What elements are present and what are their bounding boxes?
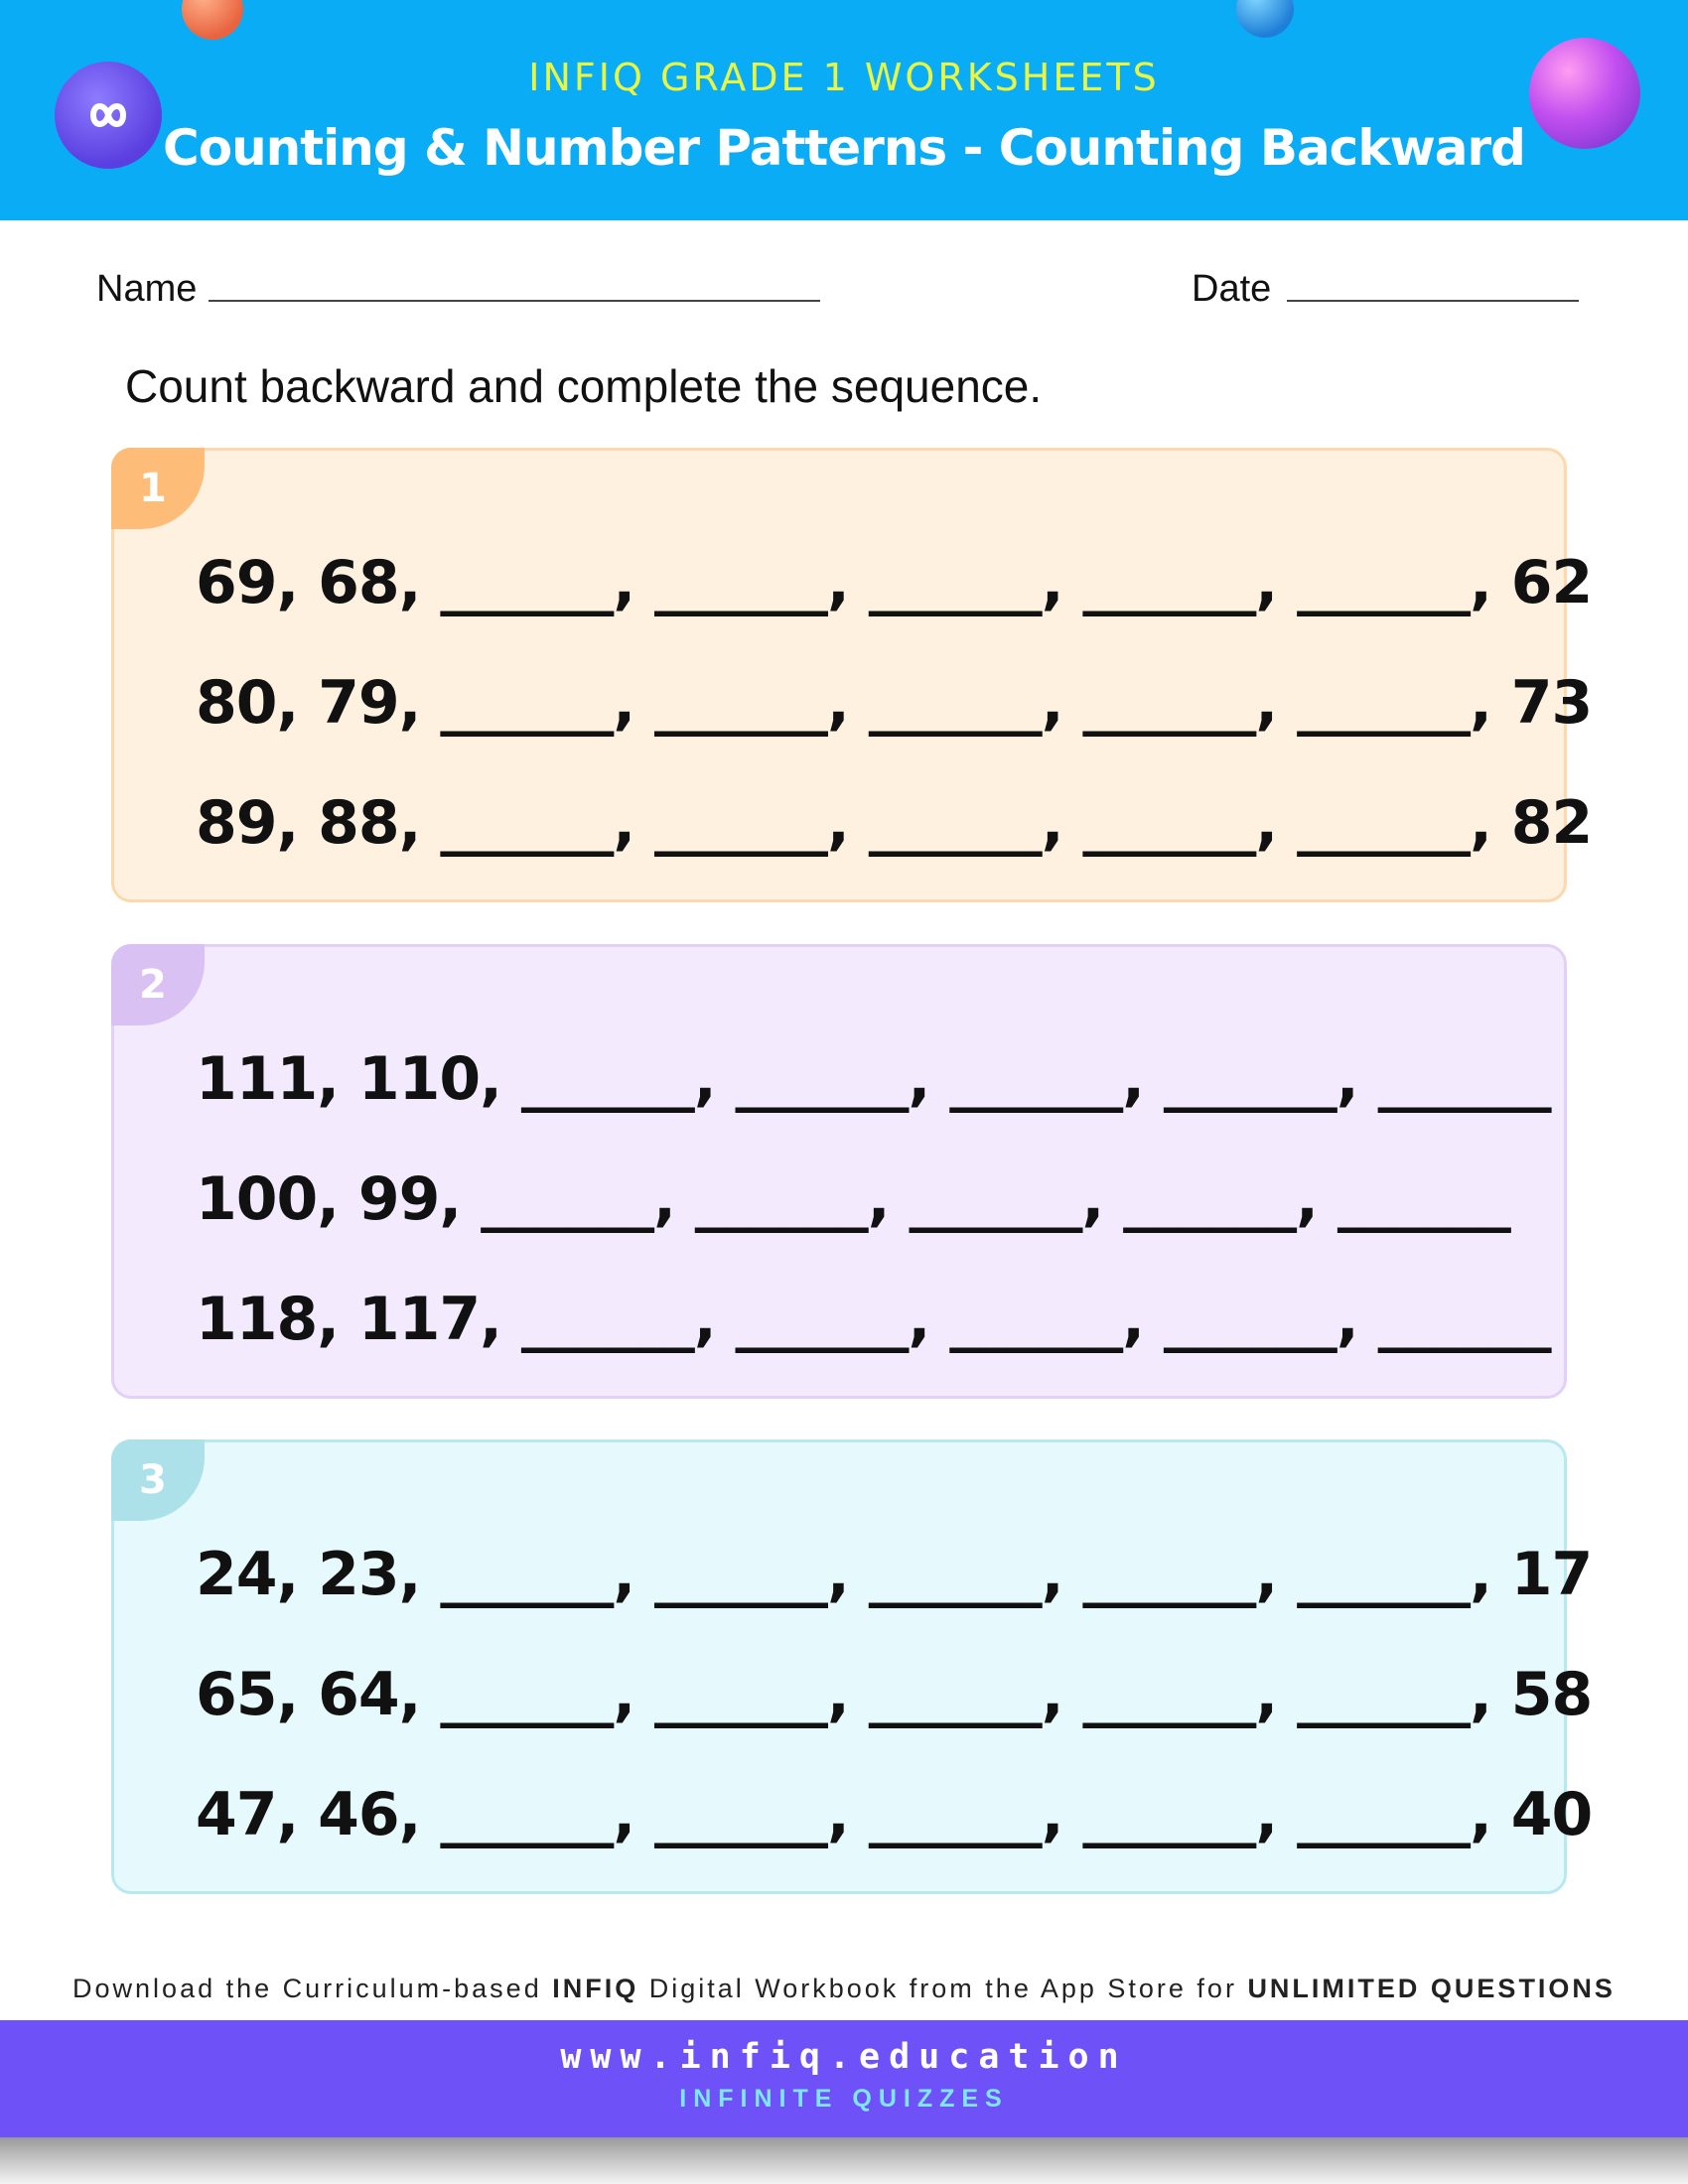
brand-title: INFIQ GRADE 1 WORKSHEETS bbox=[528, 56, 1160, 99]
question-number-badge: 1 bbox=[111, 448, 205, 529]
question-panel-2 bbox=[111, 944, 1567, 1399]
question-number-badge: 2 bbox=[111, 944, 205, 1025]
header-banner bbox=[0, 0, 1688, 220]
sequence-row[interactable]: 47, 46, ______, ______, ______, ______, ______, 40 bbox=[196, 1780, 1593, 1849]
sequence-row[interactable]: 65, 64, ______, ______, ______, ______, ______, 58 bbox=[196, 1660, 1593, 1729]
sequence-row[interactable]: 118, 117, ______, ______, ______, ______, ______ bbox=[196, 1285, 1551, 1354]
question-panel-1 bbox=[111, 448, 1593, 902]
footer-shadow bbox=[0, 2137, 1688, 2184]
name-label: Name bbox=[96, 268, 198, 310]
footer-emphasis: UNLIMITED QUESTIONS bbox=[1247, 1974, 1616, 2003]
footer-brand: INFIQ bbox=[552, 1974, 639, 2003]
footer-note-part: Download the Curriculum-based bbox=[72, 1974, 553, 2003]
blue-ball-decoration bbox=[1236, 0, 1294, 38]
orange-ball-decoration bbox=[182, 0, 243, 40]
footer-url-link[interactable]: www.infiq.education bbox=[560, 2037, 1128, 2077]
footer-note-part: Digital Workbook from the App Store for bbox=[638, 1974, 1248, 2003]
footer-tagline: INFINITE QUIZZES bbox=[679, 2085, 1009, 2113]
sequence-row[interactable]: 69, 68, ______, ______, ______, ______, ______, 62 bbox=[196, 548, 1593, 617]
name-field[interactable] bbox=[209, 300, 820, 302]
sequence-row[interactable]: 111, 110, ______, ______, ______, ______, ______ bbox=[196, 1044, 1551, 1114]
question-number-badge: 3 bbox=[111, 1439, 205, 1521]
footer-promo-text bbox=[0, 1974, 1688, 2004]
sequence-row[interactable]: 89, 88, ______, ______, ______, ______, ______, 82 bbox=[196, 788, 1593, 858]
sequence-row[interactable]: 80, 79, ______, ______, ______, ______, ______, 73 bbox=[196, 668, 1593, 738]
sequence-row[interactable]: 24, 23, ______, ______, ______, ______, ______, 17 bbox=[196, 1540, 1593, 1609]
sequence-row[interactable]: 100, 99, ______, ______, ______, ______, ______ bbox=[196, 1164, 1510, 1234]
date-field[interactable] bbox=[1287, 300, 1579, 302]
question-panel-3 bbox=[111, 1439, 1593, 1894]
worksheet-title: Counting & Number Patterns - Counting Backward bbox=[163, 119, 1525, 177]
instruction-text: Count backward and complete the sequence. bbox=[125, 360, 1043, 412]
date-label: Date bbox=[1192, 268, 1272, 310]
